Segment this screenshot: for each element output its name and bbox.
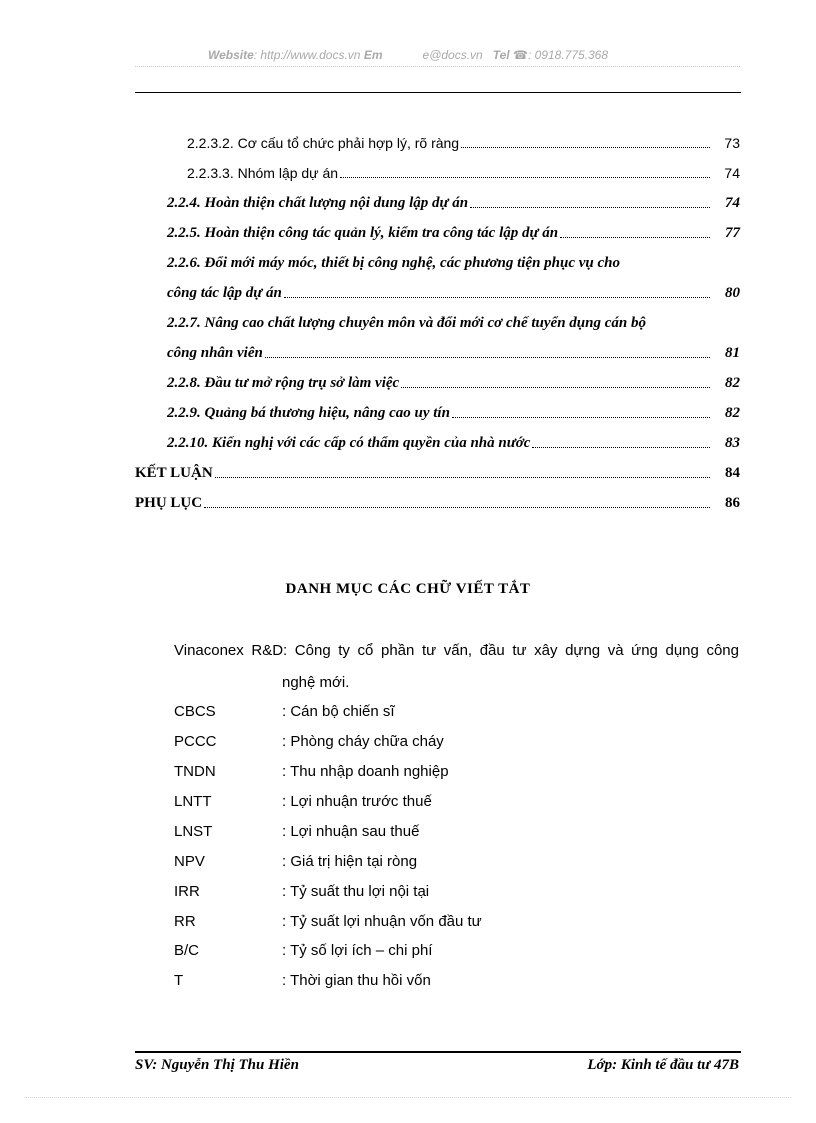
- tel-value: : 0918.775.368: [527, 48, 609, 62]
- footer-class: Lớp: Kinh tế đầu tư 47B: [587, 1057, 739, 1073]
- page-bottom-divider: [25, 1097, 791, 1098]
- toc-entry-title: 2.2.3.2. Cơ cấu tổ chức phải hợp lý, rõ ràng: [187, 135, 460, 151]
- abbreviation-first-continuation: nghệ mới.: [282, 674, 350, 691]
- abbreviation-key: IRR: [174, 883, 200, 900]
- abbreviation-key: LNST: [174, 823, 213, 840]
- header-rule: [135, 92, 741, 93]
- abbreviation-definition: : Tỷ suất lợi nhuận vốn đầu tư: [282, 913, 482, 930]
- abbreviation-key: TNDN: [174, 763, 216, 780]
- toc-entry: [167, 190, 740, 212]
- abbreviation-key: NPV: [174, 853, 205, 870]
- abbreviations-title: DANH MỤC CÁC CHỮ VIẾT TẮT: [285, 581, 531, 597]
- toc-entry: [167, 400, 740, 422]
- abbreviation-definition: : Phòng cháy chữa cháy: [282, 733, 444, 750]
- toc-entry-page: 83: [725, 435, 740, 451]
- toc-leader: [461, 147, 710, 148]
- footer-student: SV: Nguyễn Thị Thu Hiền: [135, 1057, 299, 1073]
- toc-leader: [470, 207, 710, 208]
- abbreviation-definition: : Giá trị hiện tại ròng: [282, 853, 418, 870]
- toc-entry-title: 2.2.8. Đầu tư mở rộng trụ sở làm việc: [167, 375, 400, 391]
- toc-entry: [187, 130, 740, 152]
- toc-entry: [167, 370, 740, 392]
- toc-entry: [135, 460, 740, 482]
- toc-entry-title: 2.2.7. Nâng cao chất lượng chuyên môn và đổi mới cơ chế tuyển dụng cán bộ: [167, 315, 646, 331]
- abbreviation-key: B/C: [174, 942, 200, 959]
- abbreviation-definition: : Lợi nhuận trước thuế: [282, 793, 432, 810]
- abbreviation-key: RR: [174, 913, 196, 930]
- toc-entry-title: 2.2.9. Quảng bá thương hiệu, nâng cao uy tín: [167, 405, 450, 421]
- toc-leader: [401, 387, 710, 388]
- website-label: Website: [207, 48, 254, 62]
- toc-leader: [265, 357, 710, 358]
- toc-entry-page: 74: [724, 165, 740, 181]
- abbreviation-definition: : Lợi nhuận sau thuế: [282, 823, 420, 840]
- toc-entry-page: 86: [725, 495, 740, 511]
- toc-entry-page: 73: [724, 135, 740, 151]
- toc-entry-title: KẾT LUẬN: [135, 465, 213, 481]
- toc-leader: [452, 417, 710, 418]
- toc-entry-title: 2.2.6. Đổi mới máy móc, thiết bị công nghệ, các phương tiện phục vụ cho: [167, 255, 621, 271]
- abbreviation-definition: : Cán bộ chiến sĩ: [282, 703, 395, 720]
- email-label: Em: [363, 48, 383, 62]
- abbreviation-definition: : Tỷ số lợi ích – chi phí: [282, 942, 433, 959]
- toc-entry: [167, 340, 740, 362]
- website-watermark: [0, 48, 816, 62]
- toc-leader: [532, 447, 710, 448]
- abbreviation-definition: : Thu nhập doanh nghiệp: [282, 763, 449, 780]
- toc-leader: [284, 297, 710, 298]
- abbreviation-key: PCCC: [174, 733, 217, 750]
- toc-entry-continuation: công nhân viên: [167, 345, 263, 361]
- toc-entry: [135, 490, 740, 512]
- tel-label: Tel: [492, 48, 510, 62]
- toc-entry: [187, 160, 740, 182]
- abbreviation-definition: : Tỷ suất thu lợi nội tại: [282, 883, 430, 900]
- abbreviation-key: CBCS: [174, 703, 216, 720]
- abbreviation-key: T: [174, 972, 184, 989]
- abbreviation-definition: : Thời gian thu hồi vốn: [282, 972, 431, 989]
- toc-entry: [167, 430, 740, 452]
- toc-entry: [167, 220, 740, 242]
- toc-entry-title: 2.2.4. Hoàn thiện chất lượng nội dung lập dự án: [167, 195, 469, 211]
- toc-entry-page: 74: [725, 195, 740, 211]
- email-value: e@docs.vn: [422, 48, 483, 62]
- toc-entry: [167, 280, 740, 302]
- toc-entry-page: 77: [725, 225, 740, 241]
- toc-entry-title: 2.2.5. Hoàn thiện công tác quản lý, kiểm tra công tác lập dự án: [167, 225, 559, 241]
- watermark-divider: [135, 66, 740, 67]
- footer-rule: [135, 1051, 741, 1053]
- toc-entry-title: PHỤ LỤC: [135, 495, 203, 511]
- toc-entry-page: 81: [725, 345, 740, 361]
- toc-leader: [340, 177, 710, 178]
- toc-entry-continuation: công tác lập dự án: [167, 285, 282, 301]
- toc-entry-title: 2.2.3.3. Nhóm lập dự án: [187, 165, 339, 181]
- toc-entry-title: 2.2.10. Kiến nghị với các cấp có thẩm quyền của nhà nước: [167, 435, 531, 451]
- toc-leader: [560, 237, 710, 238]
- toc-leader: [215, 477, 710, 478]
- toc-entry-page: 84: [725, 465, 740, 481]
- abbreviation-first-line: Vinaconex R&D: Công ty cổ phần tư vấn, đầu tư xây dựng và ứng dụng công: [174, 642, 739, 659]
- website-url: : http://www.docs.vn: [253, 48, 361, 62]
- toc-entry-page: 82: [725, 375, 740, 391]
- phone-icon: ☎: [513, 48, 528, 62]
- toc-entry-page: 82: [725, 405, 740, 421]
- toc-leader: [204, 507, 710, 508]
- abbreviation-key: LNTT: [174, 793, 212, 810]
- toc-entry-page: 80: [725, 285, 740, 301]
